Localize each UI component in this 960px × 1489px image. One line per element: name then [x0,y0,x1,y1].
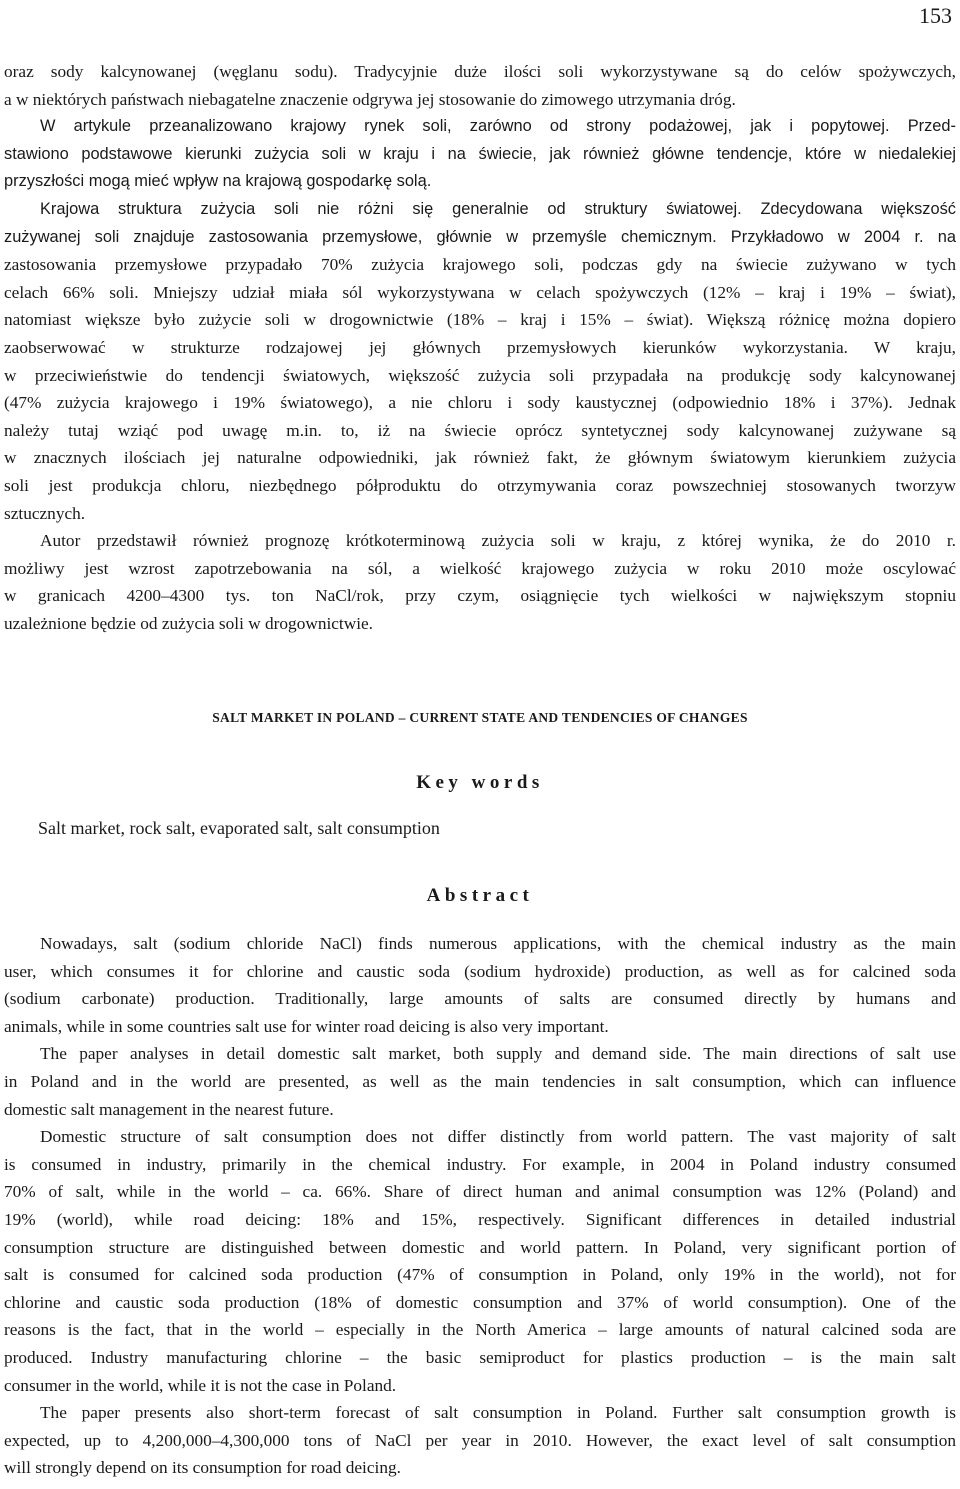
abstract-paragraph [4,1040,956,1123]
keywords-list: Salt market, rock salt, evaporated salt, salt consumption [38,818,440,838]
abstract-paragraph [4,1123,956,1399]
abstract-paragraph-line: reasons is the fact, that in the world – especially in the North America – large amounts of natural calcined soda are [4,1320,956,1340]
abstract-paragraph [4,930,956,1040]
abstract-paragraph-line: chlorine and caustic soda production (18% of domestic consumption and 37% of world consumption). One of the [4,1292,956,1312]
polish-paragraph [4,58,956,113]
polish-paragraph-line: możliwy jest wzrost zapotrzebowania na sól, a wielkość krajowego zużycia w roku 2010 może oscylować [4,558,956,578]
polish-paragraph-line: zastosowania przemysłowe przypadało 70% zużycia krajowego soli, podczas gdy na świecie zużywano w tych [4,255,956,275]
polish-paragraph-line: w przeciwieństwie do tendencji światowych, większość zużycia soli przypadała na produkcję sody kalcynowanej [4,365,956,385]
abstract-paragraph [4,1399,956,1482]
abstract-paragraph-line: domestic salt management in the nearest future. [4,1099,334,1119]
abstract-paragraph-line: salt is consumed for calcined soda production (47% of consumption in Poland, only 19% in the world), not for [4,1265,956,1285]
polish-paragraph [4,527,956,637]
abstract-paragraph-line: will strongly depend on its consumption for road deicing. [4,1458,401,1478]
polish-paragraph-line: zaobserwować w strukturze rodzajowej jej głównych przemysłowych kierunków wykorzystania. W kraju, [4,337,956,357]
english-title: SALT MARKET IN POLAND – CURRENT STATE AND TENDENCIES OF CHANGES [212,710,748,725]
abstract-paragraph-line: consumer in the world, while it is not the case in Poland. [4,1375,397,1395]
abstract-heading: Abstract [426,885,534,906]
polish-paragraph [4,113,956,196]
abstract-paragraph-line: Nowadays, salt (sodium chloride NaCl) finds numerous applications, with the chemical industry as the main [40,934,956,953]
polish-paragraph-line: uzależnione będzie od zużycia soli w drogownictwie. [4,613,374,633]
abstract-paragraph-line: in Poland and in the world are presented, as well as the main tendencies in salt consumption, which can influence [4,1071,956,1091]
page-number: 153 [919,3,952,28]
abstract-paragraph-line: Domestic structure of salt consumption does not differ distinctly from world pattern. The vast majority of salt [40,1127,956,1147]
polish-paragraph-line: przyszłości mogą mieć wpływ na krajową gospodarkę solą. [4,172,432,191]
abstract-paragraph-line: user, which consumes it for chlorine and caustic soda (sodium hydroxide) production, as well as for calcined soda [4,961,956,981]
abstract-paragraph-line: The paper analyses in detail domestic salt market, both supply and demand side. The main directions of salt use [40,1044,956,1064]
polish-paragraph-line: W artykule przeanalizowano krajowy rynek soli, zarówno od strony podażowej, jak i popytowej. Przed- [40,117,956,136]
abstract-paragraph-line: consumption structure are distinguished between domestic and world pattern. In Poland, very significant portion of [4,1237,956,1257]
abstract-paragraph-line: 19% (world), while road deicing: 18% and 15%, respectively. Significant differences in detailed industrial [4,1209,956,1229]
polish-paragraph-line: zużywanej soli znajduje zastosowania przemysłowe, głównie w przemyśle chemicznym. Przykładowo w 2004 r. na [4,227,956,246]
polish-paragraph-line: (47% zużycia krajowego i 19% światowego), a nie chloru i sody kaustycznej (odpowiednio 18% i 37%). Jednak [4,393,956,413]
polish-paragraph [4,196,956,527]
polish-paragraph-line: Autor przedstawił również prognozę krótkoterminową zużycia soli w kraju, z której wynika, że do 2010 r. [40,531,956,551]
polish-paragraph-line: w granicach 4200–4300 tys. ton NaCl/rok, przy czym, osiągnięcie tych wielkości w największym stopniu [4,586,956,606]
abstract-paragraph-line: 70% of salt, while in the world – ca. 66%. Share of direct human and animal consumption was 12% (Poland) and [4,1182,956,1202]
abstract-paragraph-line: The paper presents also short-term forecast of salt consumption in Poland. Further salt consumption growth is [40,1403,956,1423]
abstract-paragraph-line: (sodium carbonate) production. Traditionally, large amounts of salts are consumed directly by humans and [4,989,956,1009]
abstract-body [4,930,956,1482]
polish-paragraph-line: stawiono podstawowe kierunki zużycia soli w kraju i na świecie, jak również główne tendencje, które w niedalekiej [4,144,956,163]
abstract-paragraph-line: animals, while in some countries salt use for winter road deicing is also very important. [4,1016,609,1036]
polish-paragraph-line: natomiast większe było zużycie soli w drogownictwie (18% – kraj i 15% – świat). Większą różnicę można dopiero [4,310,956,330]
polish-paragraph-line: a w niektórych państwach niebagatelne znaczenie odgrywa jej stosowanie do zimowego utrzymania dróg. [4,89,736,109]
polish-paragraph-line: soli jest produkcja chloru, niezbędnego półproduktu do otrzymywania coraz powszechniej stosowanych tworzyw [4,475,956,495]
abstract-paragraph-line: expected, up to 4,200,000–4,300,000 tons of NaCl per year in 2010. However, the exact level of salt consumption [4,1430,956,1450]
polish-paragraph-line: należy tutaj wziąć pod uwagę m.in. to, iż na świecie oprócz syntetycznej sody kalcynowanej zużywane są [4,420,956,440]
keywords-heading: Key words [416,772,544,793]
polish-paragraph-line: w znacznych ilościach jej naturalne odpowiedniki, jak również fakt, że głównym światowym kierunkiem zużycia [4,448,956,468]
polish-paragraph-line: celach 66% soli. Mniejszy udział miała sól wykorzystywana w celach spożywczych (12% – kraj i 19% – świat), [4,282,956,302]
polish-paragraph-line: sztucznych. [4,503,86,523]
abstract-paragraph-line: produced. Industry manufacturing chlorine – the basic semiproduct for plastics production – is the main salt [4,1347,956,1367]
abstract-paragraph-line: is consumed in industry, primarily in the chemical industry. For example, in 2004 in Poland industry consumed [4,1154,956,1174]
polish-paragraph-line: Krajowa struktura zużycia soli nie różni się generalnie od struktury światowej. Zdecydowana większość [40,199,956,218]
polish-summary [4,58,956,637]
polish-paragraph-line: oraz sody kalcynowanej (węglanu sodu). Tradycyjnie duże ilości soli wykorzystywane są do celów spożywczych, [4,62,956,81]
